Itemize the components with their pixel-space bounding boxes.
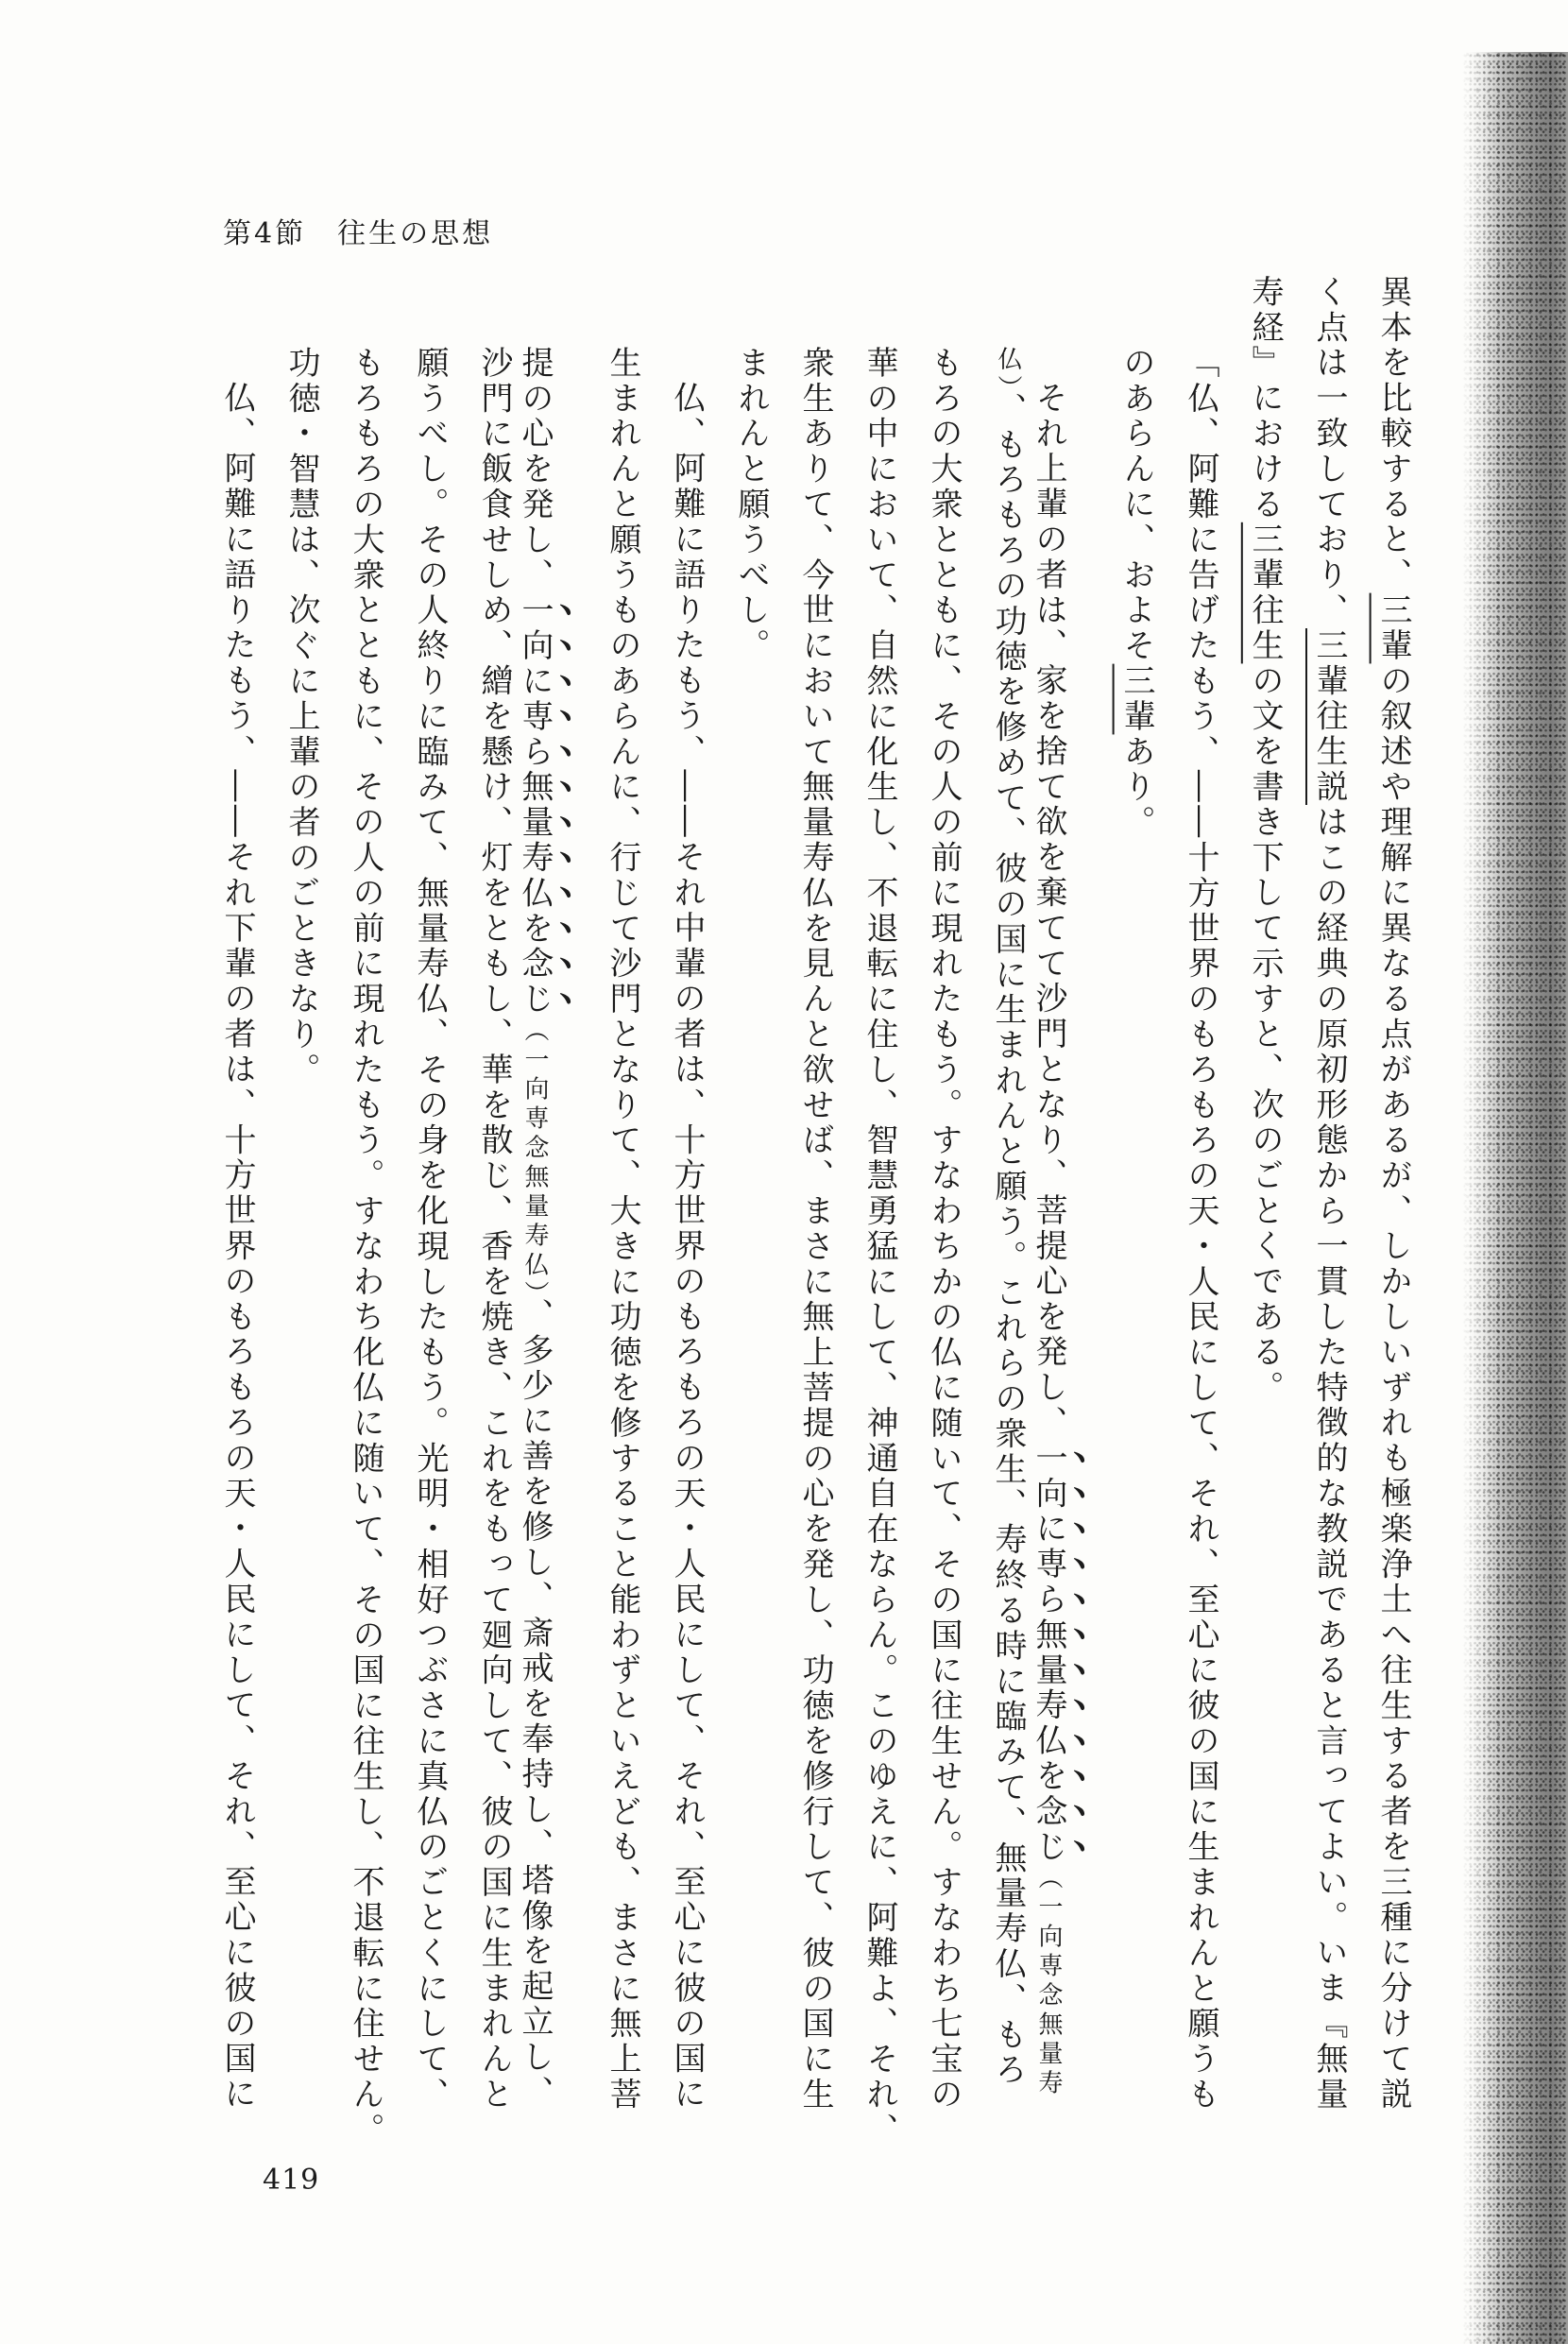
text-run: もろの大衆とともに、その人の前に現れたもう。すなわちかの仏に随いて、その国に往生せん。すなわち七宝の bbox=[925, 346, 963, 2113]
text-column bbox=[1117, 346, 1155, 841]
text-run: 願うべし。その人終りに臨みて、無量寿仏、その身を化現したもう。光明・相好つぶさに真仏のごとくにして、 bbox=[411, 346, 449, 2113]
text-run: はこの経典の原初形態から一貫した特徴的な教説であると言ってよい。いま『無量 bbox=[1310, 805, 1348, 2113]
text-run: 沙門に飯食せしめ、繒を懸け、灯をともし、華を散じ、香を焼き、これをもって廻向して、彼の国に生まれんと bbox=[475, 346, 513, 2113]
text-run: もろもろの大衆とともに、その人の前に現れたもう。すなわち化仏に随いて、その国に往生し、不退転に住せん。 bbox=[347, 346, 384, 2148]
text-run: 、多少に善を修し、斎戒を奉持し、塔像を起立し、 bbox=[516, 1297, 554, 2111]
text-run: 異本を比較すると、 bbox=[1374, 275, 1412, 593]
text-column bbox=[604, 346, 641, 2113]
text-column bbox=[282, 346, 320, 1087]
text-column bbox=[796, 346, 834, 2113]
text-column bbox=[861, 346, 898, 2147]
text-column bbox=[989, 346, 1027, 2088]
text-column bbox=[668, 381, 706, 2113]
text-column bbox=[1246, 275, 1284, 1406]
emphasis-text-run: 一向に専ら無量寿仏を念じ bbox=[516, 592, 554, 1018]
text-column bbox=[1182, 346, 1219, 2113]
text-column bbox=[347, 346, 384, 2147]
small-note-text-run: 仏） bbox=[994, 346, 1022, 392]
text-run: の叙述や理解に異なる点があるが、しかしいずれも極楽浄土へ往生する者を三種に分けて説 bbox=[1374, 663, 1412, 2113]
emphasis-text-run: 一向に専ら無量寿仏を念じ bbox=[1030, 1441, 1067, 1865]
small-note-text-run: （一向専念無量寿 bbox=[1034, 1864, 1063, 2099]
text-run: 華の中において、自然に化生し、不退転に住し、智慧勇猛にして、神通自在ならん。このゆえに、阿難よ、それ、 bbox=[861, 346, 898, 2148]
underlined-text-run: 三輩 bbox=[1117, 663, 1155, 735]
text-column bbox=[732, 346, 770, 664]
text-column bbox=[218, 381, 256, 2113]
small-note-text-run: （一向専念無量寿仏） bbox=[520, 1017, 549, 1298]
text-run: 生まれんと願うものあらんに、行じて沙門となりて、大きに功徳を修すること能わずといえども、まさに無上菩 bbox=[604, 346, 641, 2113]
text-column bbox=[411, 346, 449, 2113]
text-run: 衆生ありて、今世において無量寿仏を見んと欲せば、まさに無上菩提の心を発し、功徳を修行して、彼の国に生 bbox=[796, 346, 834, 2113]
text-column bbox=[1374, 275, 1412, 2113]
text-run: 寿経』における bbox=[1246, 275, 1284, 522]
text-run: 功徳・智慧は、次ぐに上輩の者のごときなり。 bbox=[282, 346, 320, 1088]
text-column bbox=[925, 346, 963, 2113]
text-run: 仏、阿難に語りたもう、――それ中輩の者は、十方世界のもろもろの天・人民にして、それ、至心に彼の国に bbox=[668, 381, 706, 2113]
underlined-text-run: 三輩往生 bbox=[1246, 522, 1284, 664]
text-column bbox=[1030, 381, 1091, 2099]
text-column bbox=[475, 346, 513, 2113]
text-run: 提の心を発し、 bbox=[516, 346, 554, 593]
text-run: の文を書き下して示すと、次のごとくである。 bbox=[1246, 663, 1284, 1406]
text-column bbox=[516, 346, 577, 2111]
underlined-text-run: 三輩 bbox=[1374, 592, 1412, 664]
text-run: まれんと願うべし。 bbox=[732, 346, 770, 664]
text-run: のあらんに、およそ bbox=[1117, 346, 1155, 664]
text-column bbox=[1310, 275, 1348, 2113]
text-run: 「仏、阿難に告げたもう、――十方世界のもろもろの天・人民にして、それ、至心に彼の国に生まれんと願うも bbox=[1182, 346, 1219, 2113]
text-run: 、もろもろの功徳を修めて、彼の国に生まれんと願う。これらの衆生、寿終る時に臨みて、無量寿仏、もろ bbox=[989, 392, 1027, 2089]
text-run: あり。 bbox=[1117, 734, 1155, 841]
text-run: 仏、阿難に語りたもう、――それ下輩の者は、十方世界のもろもろの天・人民にして、それ、至心に彼の国に bbox=[218, 381, 256, 2113]
text-run: く点は一致しており、 bbox=[1310, 275, 1348, 628]
running-head: 第4節 往生の思想 bbox=[223, 217, 494, 250]
text-run: それ上輩の者は、家を捨て欲を棄てて沙門となり、菩提心を発し、 bbox=[1030, 381, 1067, 1441]
page-number: 419 bbox=[263, 2164, 320, 2197]
underlined-text-run: 三輩往生説 bbox=[1310, 628, 1348, 805]
